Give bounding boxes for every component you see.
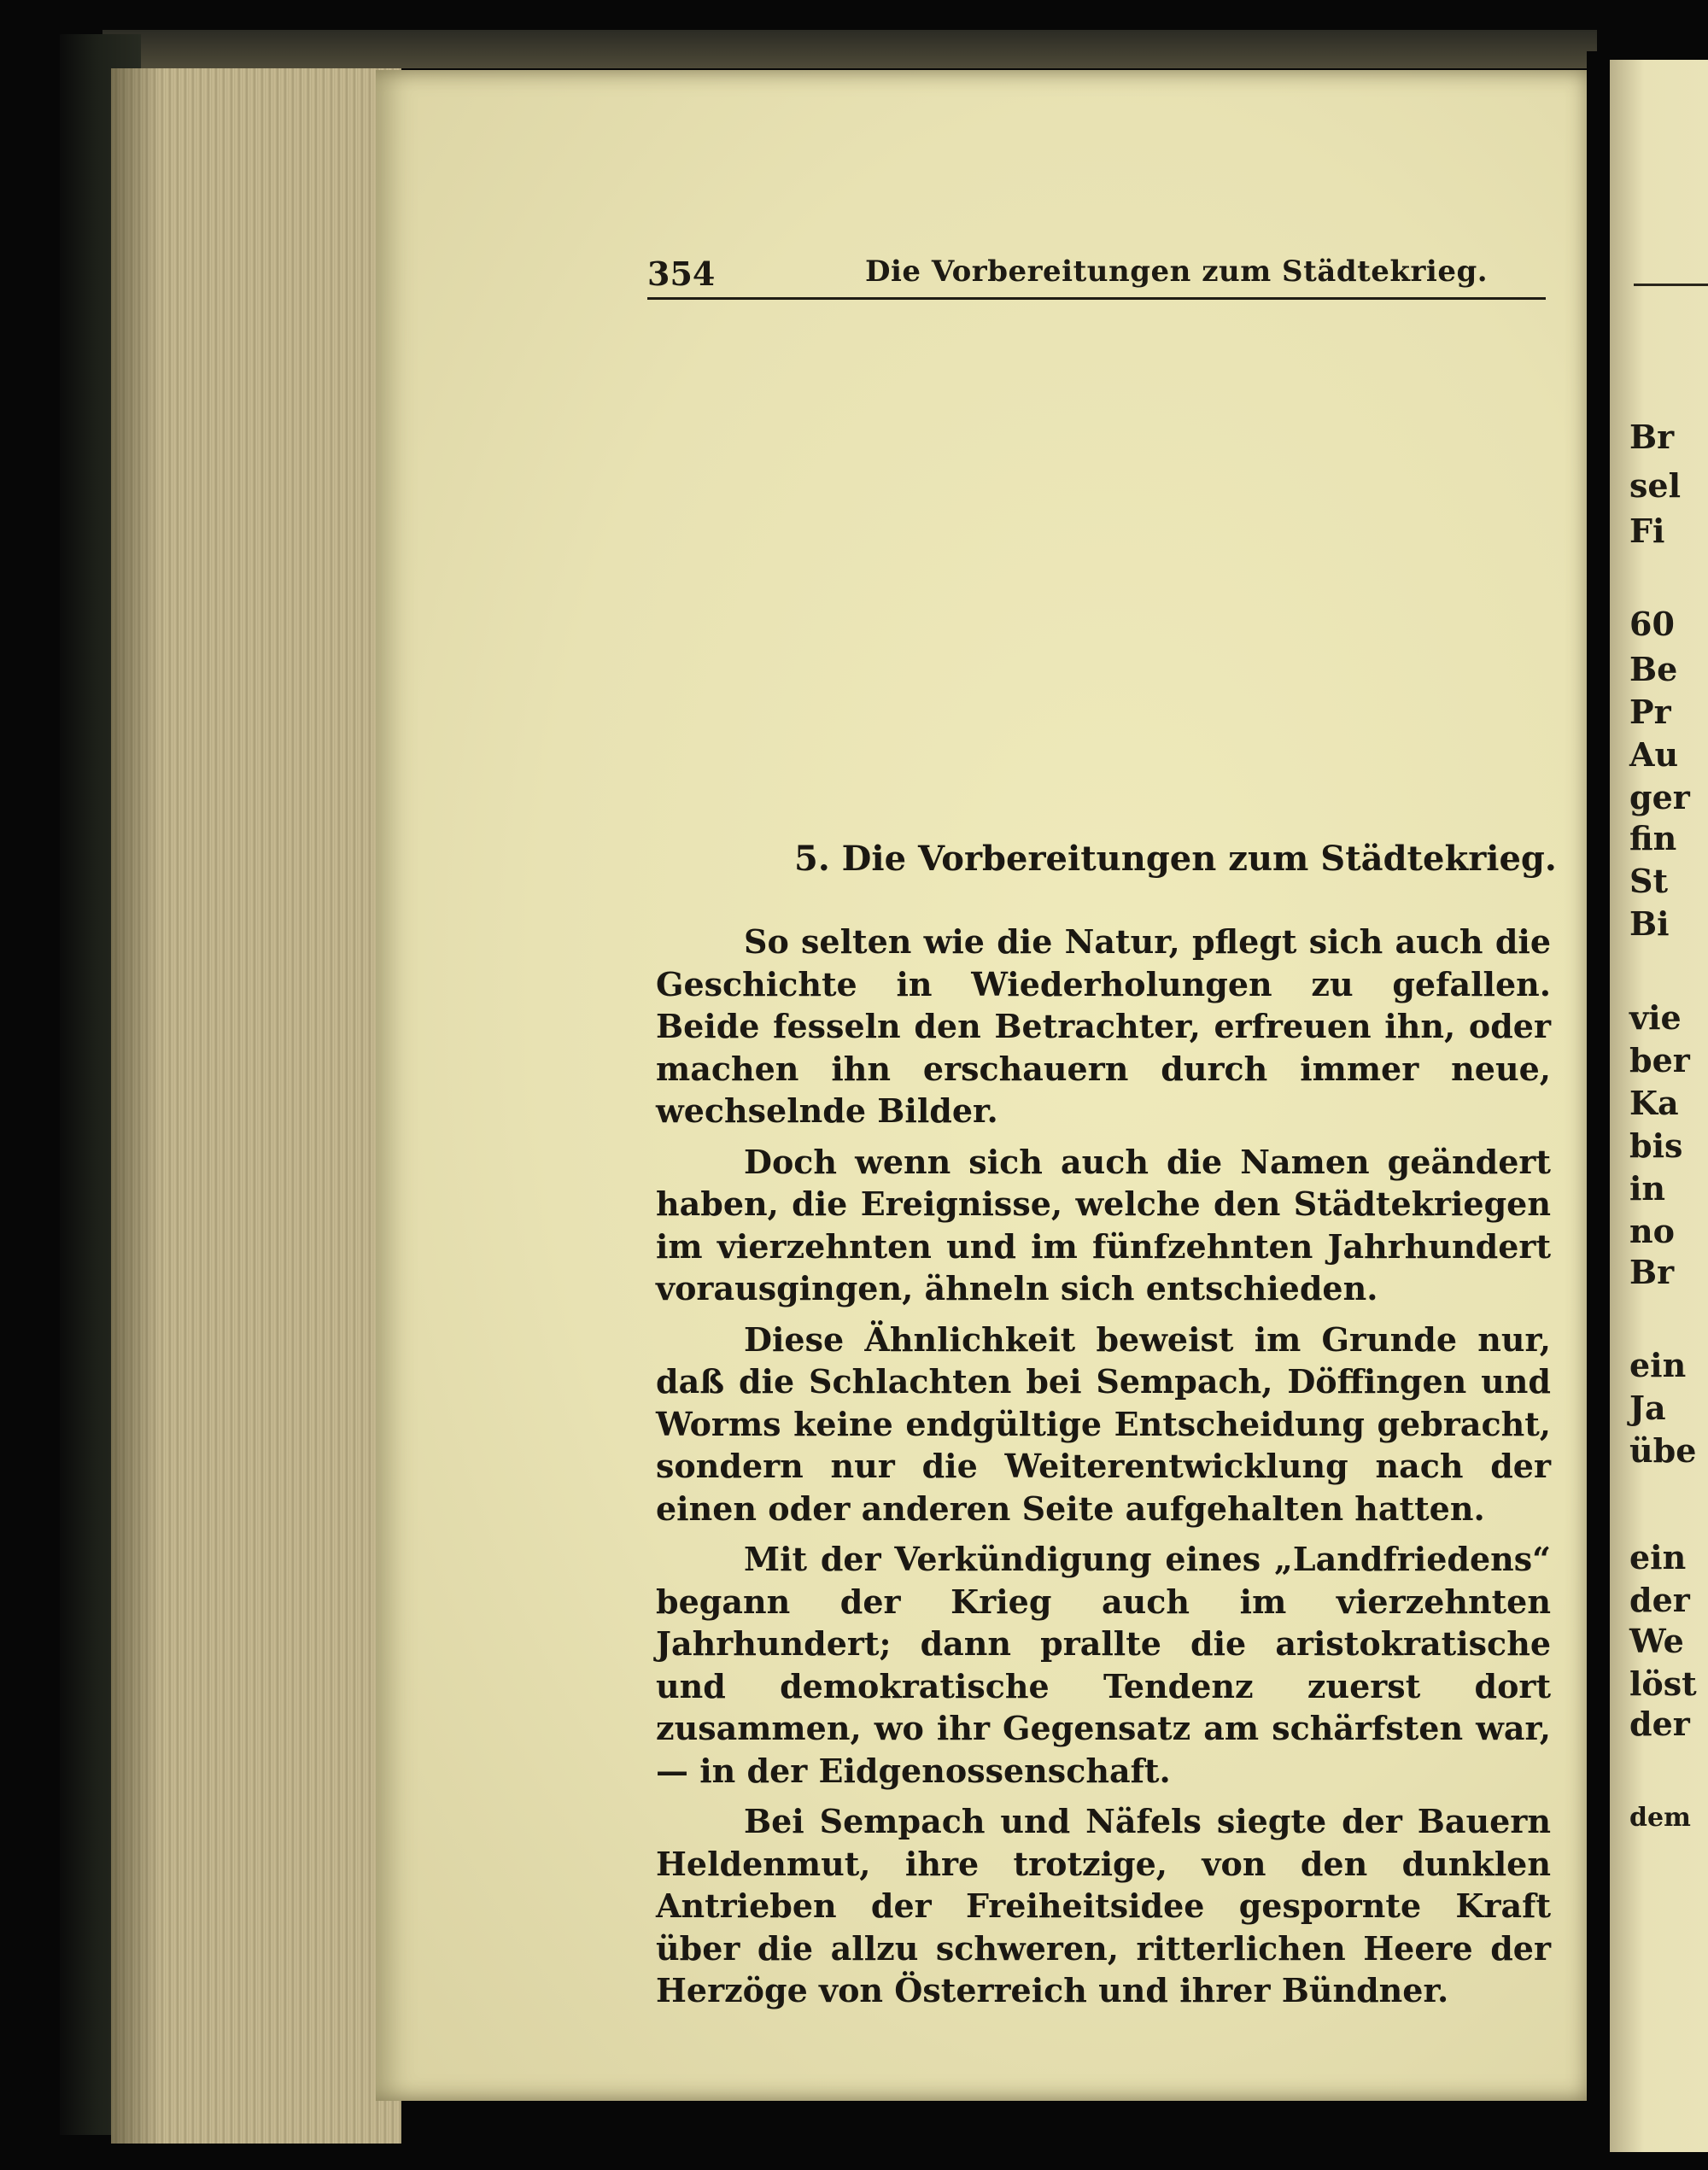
page-number: 354	[647, 254, 716, 293]
next-page-fragment: sel	[1629, 466, 1682, 505]
next-page-fragment: fin	[1629, 819, 1677, 857]
next-page-fragment: in	[1629, 1169, 1666, 1208]
next-page-fragment: St	[1629, 862, 1668, 900]
body-text	[656, 921, 1551, 2021]
show-through-text	[651, 340, 1547, 463]
paragraph: Bei Sempach und Näfels siegte der Bauern Heldenmut, ihre trotzige, von den dunklen Antrieben der Freiheitsidee gespornte Kraft über die allzu schweren, ritterlichen Heere der Herzöge von Österreich und ihrer Bündner.	[656, 1802, 1551, 2009]
next-page-edge	[1610, 60, 1708, 2152]
next-page-fragment: Pr	[1629, 693, 1671, 731]
next-page-fragment: Ka	[1629, 1084, 1679, 1122]
next-page-fragment: Be	[1629, 650, 1678, 688]
next-page-fragment: der	[1629, 1581, 1690, 1619]
next-page-fragment: ber	[1629, 1041, 1690, 1079]
paragraph: Mit der Verkündigung eines „Landfriedens“ begann der Krieg auch im vierzehnten Jahrhundert; dann prallte die aristokratische und demokratische Tendenz zuerst dort zusammen, wo ihr Gegensatz am schärfsten war, — in der Eidgenossenschaft.	[656, 1540, 1551, 1790]
next-page-header-rule	[1634, 284, 1708, 286]
next-page-fragment: ger	[1629, 778, 1690, 816]
next-page-fragment: 60	[1629, 605, 1675, 643]
next-page-fragment: Ja	[1629, 1389, 1666, 1427]
next-page-fragment: dem	[1629, 1803, 1691, 1833]
paragraph: Doch wenn sich auch die Namen geändert haben, die Ereignisse, welche den Städtekriegen im vierzehnten und im fünfzehnten Jahrhundert vorausgingen, ähneln sich entschieden.	[656, 1142, 1551, 1307]
page-header	[647, 248, 1546, 300]
next-page-fragment: Bi	[1629, 904, 1670, 943]
next-page-fragment: no	[1629, 1212, 1675, 1250]
book-cover-top-edge	[102, 30, 1597, 68]
next-page-fragment: Br	[1629, 418, 1675, 456]
section-title: 5. Die Vorbereitungen zum Städtekrieg.	[794, 839, 1557, 879]
running-head: Die Vorbereitungen zum Städtekrieg.	[865, 254, 1489, 289]
next-page-fragment: der	[1629, 1705, 1690, 1743]
next-page-fragment: vie	[1629, 998, 1682, 1037]
next-page-fragment: bis	[1629, 1126, 1683, 1165]
next-page-fragment: übe	[1629, 1431, 1697, 1470]
paragraph: Diese Ähnlichkeit beweist im Grunde nur, daß die Schlachten bei Sempach, Döffingen und Worms keine endgültige Entscheidung gebracht, sondern nur die Weiterentwicklung nach der einen oder anderen Seite aufgehalten hatten.	[656, 1319, 1551, 1528]
paragraph: So selten wie die Natur, pflegt sich auch die Geschichte in Wiederholungen zu gefallen. Beide fesseln den Betrachter, erfreuen ihn, oder machen ihn erschauern durch immer neue, wechselnde Bilder.	[656, 922, 1551, 1130]
page-edges-shadow	[111, 68, 162, 2144]
next-page-fragment: We	[1629, 1622, 1684, 1660]
book-gutter	[1587, 51, 1612, 2152]
next-page-fragment: Au	[1629, 735, 1679, 774]
next-page-fragment: Br	[1629, 1253, 1675, 1291]
next-page-fragment: löst	[1629, 1664, 1697, 1703]
next-page-fragment: ein	[1629, 1538, 1687, 1576]
next-page-fragment: Fi	[1629, 512, 1665, 550]
next-page-fragment: ein	[1629, 1346, 1687, 1384]
